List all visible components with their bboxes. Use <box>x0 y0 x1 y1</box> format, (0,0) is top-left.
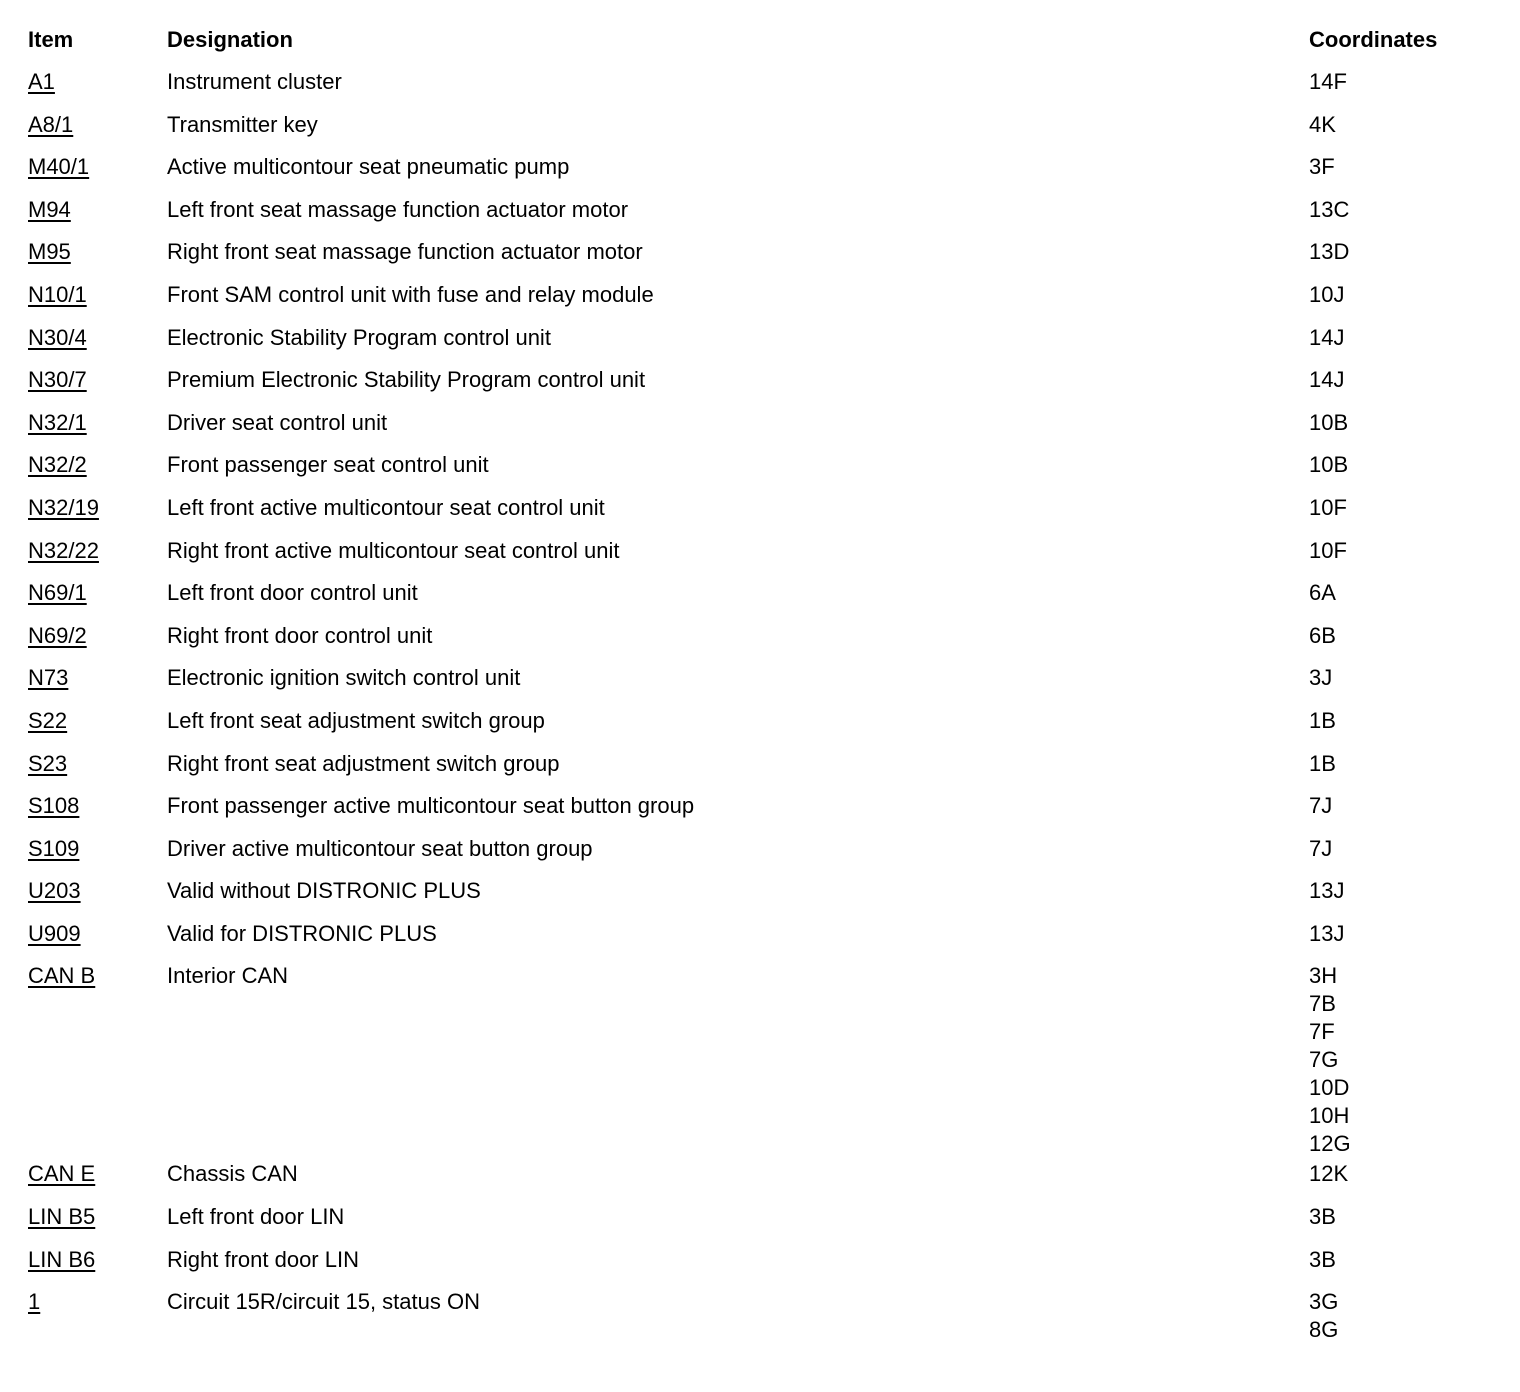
table-header <box>0 24 1520 66</box>
designation-text: Left front active multicontour seat control unit <box>167 494 605 520</box>
designation-text: Electronic ignition switch control unit <box>167 665 521 691</box>
coordinates-cell <box>1309 322 1489 352</box>
coordinate-value: 3G <box>1309 1289 1339 1315</box>
coordinate-value: 10F <box>1309 494 1347 520</box>
column-header-coordinates: Coordinates <box>1309 27 1438 52</box>
table-row <box>0 748 1520 791</box>
coordinates-cell <box>1309 109 1489 139</box>
coordinates-cell <box>1309 960 1489 1158</box>
coordinates-cell <box>1309 66 1489 96</box>
coordinates-cell <box>1309 918 1489 948</box>
coordinate-value: 1B <box>1309 750 1336 776</box>
item-link[interactable]: S108 <box>28 793 80 819</box>
designation-text: Transmitter key <box>167 111 318 137</box>
coordinate-value: 7J <box>1309 793 1333 819</box>
coordinate-value: 10B <box>1309 409 1349 435</box>
coordinate-value: 7J <box>1309 835 1333 861</box>
designation-text: Right front door LIN <box>167 1246 359 1272</box>
coordinates-cell <box>1309 705 1489 735</box>
coordinate-value: 7G <box>1309 1047 1339 1073</box>
designation-text: Driver active multicontour seat button group <box>167 835 593 861</box>
designation-text: Front SAM control unit with fuse and relay module <box>167 281 654 307</box>
coordinate-value: 3H <box>1309 963 1338 989</box>
coordinate-value: 14F <box>1309 69 1347 94</box>
item-link[interactable]: A1 <box>28 69 55 94</box>
item-link[interactable]: N73 <box>28 665 69 691</box>
item-link[interactable]: S22 <box>28 707 68 733</box>
designation-text: Instrument cluster <box>167 69 342 94</box>
coordinate-value: 6B <box>1309 622 1336 648</box>
coordinate-value: 7B <box>1309 991 1336 1017</box>
item-link[interactable]: CAN E <box>28 1161 96 1187</box>
table-row <box>0 960 1520 1158</box>
table-row <box>0 236 1520 279</box>
item-link[interactable]: N69/2 <box>28 622 87 648</box>
coordinates-cell <box>1309 577 1489 607</box>
table-row <box>0 833 1520 876</box>
coordinates-cell <box>1309 748 1489 778</box>
designation-text: Left front door control unit <box>167 580 418 606</box>
item-link[interactable]: U909 <box>28 920 81 946</box>
item-link[interactable]: CAN B <box>28 963 96 989</box>
item-link[interactable]: M40/1 <box>28 154 90 180</box>
table-row <box>0 875 1520 918</box>
component-legend-table <box>0 24 1520 1344</box>
item-link[interactable]: LIN B5 <box>28 1204 96 1230</box>
coordinate-value: 3B <box>1309 1246 1336 1272</box>
item-link[interactable]: S109 <box>28 835 80 861</box>
designation-text: Left front seat adjustment switch group <box>167 707 545 733</box>
designation-text: Circuit 15R/circuit 15, status ON <box>167 1289 480 1315</box>
table-row <box>0 620 1520 663</box>
designation-text: Right front seat adjustment switch group <box>167 750 560 776</box>
column-header-item: Item <box>28 27 74 52</box>
table-row <box>0 1244 1520 1287</box>
coordinate-value: 13J <box>1309 878 1345 904</box>
table-body <box>0 66 1520 1344</box>
coordinates-cell <box>1309 662 1489 692</box>
item-link[interactable]: N32/19 <box>28 494 99 520</box>
coordinate-value: 3B <box>1309 1204 1336 1230</box>
table-row <box>0 790 1520 833</box>
coordinates-cell <box>1309 364 1489 394</box>
coordinate-value: 13D <box>1309 239 1350 265</box>
designation-text: Left front seat massage function actuator motor <box>167 196 629 222</box>
coordinates-cell <box>1309 833 1489 863</box>
table-row <box>0 577 1520 620</box>
table-row <box>0 449 1520 492</box>
coordinate-value: 3J <box>1309 665 1333 691</box>
table-row <box>0 279 1520 322</box>
table-row <box>0 364 1520 407</box>
designation-text: Valid for DISTRONIC PLUS <box>167 920 437 946</box>
table-row <box>0 918 1520 961</box>
coordinate-value: 7F <box>1309 1019 1335 1045</box>
coordinate-value: 4K <box>1309 111 1336 137</box>
designation-text: Active multicontour seat pneumatic pump <box>167 154 570 180</box>
coordinates-cell <box>1309 151 1489 181</box>
coordinates-cell <box>1309 1244 1489 1274</box>
coordinates-cell <box>1309 279 1489 309</box>
item-link[interactable]: N30/4 <box>28 324 87 350</box>
designation-text: Right front seat massage function actuator motor <box>167 239 643 265</box>
item-link[interactable]: M95 <box>28 239 71 265</box>
coordinates-cell <box>1309 1286 1489 1344</box>
table-row <box>0 151 1520 194</box>
coordinate-value: 10B <box>1309 452 1349 478</box>
table-row <box>0 1158 1520 1201</box>
item-link[interactable]: N32/22 <box>28 537 99 563</box>
designation-text: Driver seat control unit <box>167 409 388 435</box>
item-link[interactable]: N30/7 <box>28 367 87 393</box>
item-link[interactable]: A8/1 <box>28 111 74 137</box>
coordinate-value: 12G <box>1309 1131 1351 1157</box>
coordinates-cell <box>1309 236 1489 266</box>
item-link[interactable]: LIN B6 <box>28 1246 96 1272</box>
coordinates-cell <box>1309 790 1489 820</box>
table-row <box>0 322 1520 365</box>
coordinate-value: 10H <box>1309 1103 1350 1129</box>
designation-text: Valid without DISTRONIC PLUS <box>167 878 481 904</box>
designation-text: Front passenger active multicontour seat button group <box>167 793 695 819</box>
coordinates-cell <box>1309 407 1489 437</box>
table-row <box>0 492 1520 535</box>
coordinates-cell <box>1309 449 1489 479</box>
item-link[interactable]: U203 <box>28 878 81 904</box>
coordinate-value: 13J <box>1309 920 1345 946</box>
coordinate-value: 3F <box>1309 154 1335 180</box>
table-row <box>0 662 1520 705</box>
coordinates-cell <box>1309 1201 1489 1231</box>
designation-text: Right front active multicontour seat control unit <box>167 537 620 563</box>
designation-text: Right front door control unit <box>167 622 433 648</box>
item-link[interactable]: N32/2 <box>28 452 87 478</box>
coordinates-cell <box>1309 535 1489 565</box>
designation-text: Left front door LIN <box>167 1204 345 1230</box>
coordinate-value: 14J <box>1309 367 1345 393</box>
coordinate-value: 8G <box>1309 1317 1339 1343</box>
designation-text: Front passenger seat control unit <box>167 452 489 478</box>
coordinates-cell <box>1309 1158 1489 1188</box>
coordinates-cell <box>1309 194 1489 224</box>
coordinate-value: 13C <box>1309 196 1350 222</box>
table-row <box>0 535 1520 578</box>
table-row <box>0 194 1520 237</box>
coordinates-cell <box>1309 492 1489 522</box>
column-header-designation: Designation <box>167 27 293 52</box>
item-link[interactable]: M94 <box>28 196 71 222</box>
coordinate-value: 10D <box>1309 1075 1350 1101</box>
coordinate-value: 14J <box>1309 324 1345 350</box>
designation-text: Premium Electronic Stability Program control unit <box>167 367 646 393</box>
item-link[interactable]: N10/1 <box>28 281 87 307</box>
table-row <box>0 109 1520 152</box>
coordinate-value: 10F <box>1309 537 1347 563</box>
designation-text: Interior CAN <box>167 963 289 989</box>
table-row <box>0 705 1520 748</box>
coordinates-cell <box>1309 620 1489 650</box>
item-link[interactable]: S23 <box>28 750 68 776</box>
coordinate-value: 6A <box>1309 580 1336 606</box>
table-row <box>0 1286 1520 1344</box>
item-link[interactable]: N69/1 <box>28 580 87 606</box>
coordinate-value: 10J <box>1309 281 1345 307</box>
coordinates-cell <box>1309 875 1489 905</box>
item-link[interactable]: 1 <box>28 1289 41 1315</box>
designation-text: Chassis CAN <box>167 1161 298 1187</box>
designation-text: Electronic Stability Program control unit <box>167 324 551 350</box>
table-row <box>0 66 1520 109</box>
item-link[interactable]: N32/1 <box>28 409 87 435</box>
coordinate-value: 1B <box>1309 707 1336 733</box>
table-row <box>0 407 1520 450</box>
table-row <box>0 1201 1520 1244</box>
coordinate-value: 12K <box>1309 1161 1349 1187</box>
